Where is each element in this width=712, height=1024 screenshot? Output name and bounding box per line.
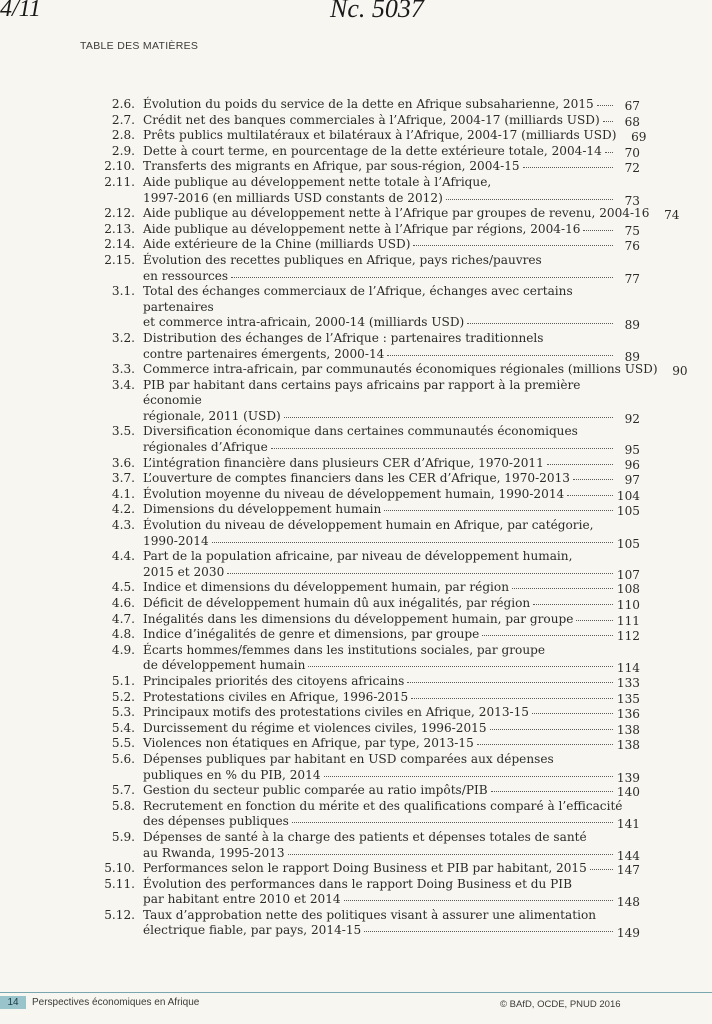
toc-entry-title: Crédit net des banques commerciales à l’Afrique, 2004-17 (milliards USD) <box>143 112 600 127</box>
toc-entry-page: 140 <box>616 785 640 800</box>
toc-entry-page: 139 <box>616 770 640 785</box>
table-of-contents <box>100 97 688 941</box>
toc-entry[interactable] <box>100 908 640 939</box>
toc-entry-title: Dimensions du développement humain <box>143 502 382 517</box>
toc-entry-title: Protestations civiles en Afrique, 1996-2015 <box>143 689 409 704</box>
toc-entry-title: 1990-2014 <box>143 533 209 548</box>
toc-entry-page: 111 <box>616 613 640 628</box>
dot-leader <box>576 619 613 621</box>
dot-leader <box>308 665 613 667</box>
toc-entry[interactable] <box>100 580 640 596</box>
toc-entry[interactable] <box>100 877 640 908</box>
dot-leader <box>271 447 613 449</box>
toc-entry-number: 4.2. <box>111 502 135 517</box>
dot-leader <box>605 151 613 153</box>
toc-entry-title: Distribution des échanges de l’Afrique : partenaires traditionnels <box>143 330 544 345</box>
dot-leader <box>573 478 613 480</box>
toc-entry-title: PIB par habitant dans certains pays africains par rapport à la première économie <box>143 377 581 408</box>
toc-entry-number: 4.1. <box>111 486 135 501</box>
toc-entry-page: 92 <box>624 411 640 426</box>
toc-entry[interactable] <box>100 487 640 503</box>
toc-entry-number: 2.12. <box>104 206 135 221</box>
section-heading: TABLE DES MATIÈRES <box>80 40 199 52</box>
toc-entry-number: 3.5. <box>111 424 135 439</box>
toc-entry-title: Total des échanges commerciaux de l’Afrique, échanges avec certains partenaires <box>143 284 573 314</box>
toc-entry-title: Transferts des migrants en Afrique, par sous-région, 2004-15 <box>143 159 520 174</box>
toc-entry-title: Inégalités dans les dimensions du développement humain, par groupe <box>143 611 574 626</box>
toc-entry[interactable] <box>100 549 640 580</box>
dot-leader <box>288 853 613 855</box>
toc-entry-page: 73 <box>624 193 640 208</box>
toc-entry[interactable] <box>100 97 640 113</box>
toc-entry-number: 2.8. <box>111 128 135 143</box>
toc-entry[interactable] <box>100 206 680 223</box>
toc-entry-page: 147 <box>616 863 640 878</box>
toc-entry-page: 89 <box>624 318 640 333</box>
toc-entry-page: 76 <box>624 239 640 254</box>
toc-entry-title: L’intégration financière dans plusieurs CER d’Afrique, 1970-2011 <box>143 455 544 470</box>
dot-leader <box>413 244 613 246</box>
toc-entry-title: publiques en % du PIB, 2014 <box>143 767 321 782</box>
page-footer <box>0 996 712 1010</box>
toc-entry-page: 107 <box>616 567 640 582</box>
dot-leader <box>324 775 613 777</box>
toc-entry-number: 5.2. <box>111 689 135 704</box>
toc-entry-page: 75 <box>624 223 640 238</box>
toc-entry-title: par habitant entre 2010 et 2014 <box>143 892 341 907</box>
toc-entry-title: Indice et dimensions du développement humain, par région <box>143 580 509 595</box>
toc-entry-page: 68 <box>624 114 640 129</box>
toc-entry-number: 5.11. <box>104 876 135 891</box>
toc-entry-number: 3.2. <box>111 330 135 345</box>
toc-entry-title: au Rwanda, 1995-2013 <box>143 845 285 860</box>
toc-entry-page: 77 <box>624 271 640 286</box>
toc-entry-number: 2.14. <box>104 237 135 252</box>
toc-entry-number: 5.12. <box>104 907 135 922</box>
toc-entry-number: 2.13. <box>104 221 135 236</box>
dot-leader <box>532 712 613 714</box>
handwritten-reference: Nc. 5037 <box>330 0 424 23</box>
toc-entry[interactable] <box>100 518 640 549</box>
toc-entry-page: 141 <box>616 817 640 832</box>
toc-entry-page: 135 <box>616 691 640 706</box>
toc-entry[interactable] <box>100 721 640 737</box>
toc-entry[interactable] <box>100 113 640 129</box>
toc-entry[interactable] <box>100 222 640 238</box>
toc-entry-number: 4.3. <box>111 518 135 533</box>
toc-entry-title: contre partenaires émergents, 2000-14 <box>143 346 385 361</box>
toc-entry-title: régionale, 2011 (USD) <box>143 408 281 423</box>
toc-entry-number: 4.5. <box>111 580 135 595</box>
toc-entry-number: 4.8. <box>111 627 135 642</box>
toc-entry-number: 3.7. <box>111 471 135 486</box>
dot-leader <box>411 697 613 699</box>
toc-entry-title: Déficit de développement humain dû aux inégalités, par région <box>143 596 531 610</box>
dot-leader <box>227 572 613 574</box>
toc-entry-title: Aide publique au développement nette à l’Afrique par régions, 2004-16 <box>143 221 581 236</box>
toc-entry-number: 5.9. <box>111 829 135 844</box>
toc-entry[interactable] <box>100 331 640 362</box>
toc-entry-page: 114 <box>616 661 640 676</box>
dot-leader <box>533 603 613 605</box>
dot-leader <box>477 743 613 745</box>
dot-leader <box>344 899 613 901</box>
toc-entry-number: 3.6. <box>111 455 135 470</box>
toc-entry[interactable] <box>100 284 640 331</box>
toc-entry-title: Aide extérieure de la Chine (milliards USD) <box>143 237 411 252</box>
toc-entry-page: 69 <box>631 130 647 145</box>
toc-entry-page: 72 <box>624 161 640 176</box>
toc-entry-number: 4.7. <box>111 611 135 626</box>
dot-leader <box>567 494 613 496</box>
dot-leader <box>590 868 613 870</box>
toc-entry-page: 108 <box>616 582 640 597</box>
toc-entry-number: 5.7. <box>111 783 135 798</box>
toc-entry[interactable] <box>100 378 640 425</box>
dot-leader <box>407 681 613 683</box>
toc-entry[interactable] <box>100 237 640 253</box>
toc-entry-page: 112 <box>616 629 640 644</box>
toc-entry-page: 70 <box>624 145 640 160</box>
toc-entry-title: Commerce intra-africain, par communautés économiques régionales (millions USD) <box>143 362 658 377</box>
toc-entry[interactable] <box>100 502 640 518</box>
toc-entry-number: 2.11. <box>104 174 135 189</box>
dot-leader <box>364 930 613 932</box>
toc-entry-number: 2.7. <box>111 112 135 127</box>
toc-entry[interactable] <box>100 674 640 690</box>
toc-entry-number: 4.6. <box>111 596 135 610</box>
toc-entry-title: Diversification économique dans certaines communautés économiques <box>143 424 578 439</box>
dot-leader <box>523 166 613 168</box>
toc-entry-title: Part de la population africaine, par niveau de développement humain, <box>143 549 573 564</box>
toc-entry-title: Taux d’approbation nette des politiques visant à assurer une alimentation <box>143 907 597 922</box>
dot-leader <box>292 821 613 823</box>
toc-entry-page: 104 <box>616 488 640 503</box>
page-number: 14 <box>0 996 26 1009</box>
toc-entry-number: 5.6. <box>111 751 135 766</box>
toc-entry-number: 2.6. <box>111 97 135 111</box>
toc-entry-title: Gestion du secteur public comparée au ratio impôts/PIB <box>143 783 488 798</box>
toc-entry[interactable] <box>100 175 640 206</box>
toc-entry-page: 90 <box>672 364 688 379</box>
toc-entry-title: électrique fiable, par pays, 2014-15 <box>143 923 362 938</box>
dot-leader <box>231 276 613 278</box>
handwritten-annotation: 4/11 <box>0 0 41 22</box>
publication-title: Perspectives économiques en Afrique <box>32 997 200 1008</box>
toc-entry-title: Recrutement en fonction du mérite et des qualifications comparé à l’efficacité <box>143 798 623 813</box>
toc-entry-page: 138 <box>616 738 640 753</box>
toc-entry-title: L’ouverture de comptes financiers dans les CER d’Afrique, 1970-2013 <box>143 471 570 486</box>
dot-leader <box>446 198 613 200</box>
toc-entry-title: Évolution moyenne du niveau de développement humain, 1990-2014 <box>143 486 565 501</box>
toc-entry-page: 136 <box>616 707 640 722</box>
toc-entry[interactable] <box>100 752 640 783</box>
toc-entry-title: Évolution des recettes publiques en Afrique, pays riches/pauvres <box>143 252 542 267</box>
toc-entry[interactable] <box>100 783 640 799</box>
dot-leader <box>512 587 613 589</box>
dot-leader <box>212 541 613 543</box>
toc-entry[interactable] <box>100 159 640 175</box>
toc-entry-number: 5.8. <box>111 798 135 813</box>
toc-entry-title: et commerce intra-africain, 2000-14 (milliards USD) <box>143 315 465 330</box>
dot-leader <box>491 790 613 792</box>
toc-entry-title: Principaux motifs des protestations civiles en Afrique, 2013-15 <box>143 705 530 720</box>
toc-entry[interactable] <box>100 830 640 861</box>
dot-leader <box>384 509 613 511</box>
dot-leader <box>583 229 613 231</box>
toc-entry-title: Prêts publics multilatéraux et bilatéraux à l’Afrique, 2004-17 (milliards USD) <box>143 128 617 143</box>
toc-entry-title: Aide publique au développement nette à l’Afrique par groupes de revenu, 2004-16 <box>143 206 650 221</box>
dot-leader <box>547 463 613 465</box>
toc-entry[interactable] <box>100 144 640 160</box>
toc-entry-page: 95 <box>624 443 640 458</box>
toc-entry-number: 5.3. <box>111 705 135 720</box>
toc-entry-title: Principales priorités des citoyens africains <box>143 673 405 688</box>
toc-entry-page: 138 <box>616 722 640 737</box>
toc-entry-page: 149 <box>616 926 640 941</box>
footer-rule <box>0 992 712 993</box>
toc-entry[interactable] <box>100 253 640 284</box>
toc-entry[interactable] <box>100 861 640 877</box>
toc-entry-title: des dépenses publiques <box>143 814 289 829</box>
toc-entry-number: 3.1. <box>111 284 135 299</box>
dot-leader <box>490 728 613 730</box>
dot-leader <box>603 120 613 122</box>
toc-entry-title: Évolution du niveau de développement humain en Afrique, par catégorie, <box>143 518 594 533</box>
toc-entry[interactable] <box>100 690 640 706</box>
toc-entry[interactable] <box>100 643 640 674</box>
toc-entry-title: Durcissement du régime et violences civiles, 1996-2015 <box>143 720 487 735</box>
toc-entry-number: 5.4. <box>111 720 135 735</box>
dot-leader <box>597 104 613 106</box>
toc-entry-page: 89 <box>624 349 640 364</box>
dot-leader <box>387 354 613 356</box>
toc-entry-number: 5.10. <box>104 861 135 876</box>
toc-entry[interactable] <box>100 456 640 472</box>
toc-entry[interactable] <box>100 736 640 752</box>
toc-entry-page: 105 <box>616 536 640 551</box>
dot-leader <box>467 322 613 324</box>
toc-entry[interactable] <box>100 424 640 458</box>
toc-entry-number: 2.10. <box>104 159 135 174</box>
toc-entry-title: en ressources <box>143 268 229 283</box>
toc-entry-title: Dépenses publiques par habitant en USD comparées aux dépenses <box>143 751 554 766</box>
copyright-notice: © BAfD, OCDE, PNUD 2016 <box>500 999 621 1010</box>
toc-entry[interactable] <box>100 128 647 145</box>
toc-entry-number: 4.9. <box>111 642 135 657</box>
toc-entry-title: 1997-2016 (en milliards USD constants de 2012) <box>143 190 443 205</box>
toc-entry-number: 3.3. <box>111 362 135 377</box>
toc-entry-page: 74 <box>664 208 680 223</box>
toc-entry-number: 4.4. <box>111 549 135 564</box>
toc-entry-page: 110 <box>616 598 640 612</box>
toc-entry-page: 96 <box>624 457 640 472</box>
toc-entry-title: Évolution des performances dans le rapport Doing Business et du PIB <box>143 876 572 891</box>
toc-entry-title: Aide publique au développement nette totale à l’Afrique, <box>143 174 492 189</box>
toc-entry-page: 67 <box>624 99 640 113</box>
toc-entry-title: Écarts hommes/femmes dans les institutions sociales, par groupe <box>143 642 546 657</box>
toc-entry-page: 148 <box>616 895 640 910</box>
toc-entry-number: 2.9. <box>111 143 135 158</box>
toc-entry-page: 97 <box>624 473 640 488</box>
toc-entry-page: 105 <box>616 504 640 519</box>
toc-entry-title: Évolution du poids du service de la dette en Afrique subsaharienne, 2015 <box>143 97 594 111</box>
toc-entry-title: Dette à court terme, en pourcentage de la dette extérieure totale, 2004-14 <box>143 143 602 158</box>
toc-entry[interactable] <box>100 471 640 487</box>
toc-entry-number: 5.1. <box>111 673 135 688</box>
toc-entry-title: Indice d’inégalités de genre et dimensions, par groupe <box>143 627 480 642</box>
dot-leader <box>284 416 613 418</box>
toc-entry[interactable] <box>100 596 640 612</box>
toc-entry-title: Dépenses de santé à la charge des patients et dépenses totales de santé <box>143 829 587 844</box>
toc-entry-title: Violences non étatiques en Afrique, par type, 2013-15 <box>143 736 474 751</box>
toc-entry[interactable] <box>100 705 640 721</box>
toc-entry[interactable] <box>100 362 688 379</box>
toc-entry-number: 2.15. <box>104 252 135 267</box>
toc-entry-title: 2015 et 2030 <box>143 564 225 579</box>
toc-entry-page: 133 <box>616 675 640 690</box>
toc-entry[interactable] <box>100 612 640 628</box>
toc-entry[interactable] <box>100 799 640 830</box>
toc-entry-title: de développement humain <box>143 658 306 673</box>
toc-entry[interactable] <box>100 627 640 643</box>
toc-entry-title: régionales d’Afrique <box>143 440 268 455</box>
toc-entry-title: Performances selon le rapport Doing Business et PIB par habitant, 2015 <box>143 861 587 876</box>
toc-entry-number: 3.4. <box>111 377 135 392</box>
dot-leader <box>482 634 613 636</box>
toc-entry-page: 144 <box>616 848 640 863</box>
toc-entry-number: 5.5. <box>111 736 135 751</box>
